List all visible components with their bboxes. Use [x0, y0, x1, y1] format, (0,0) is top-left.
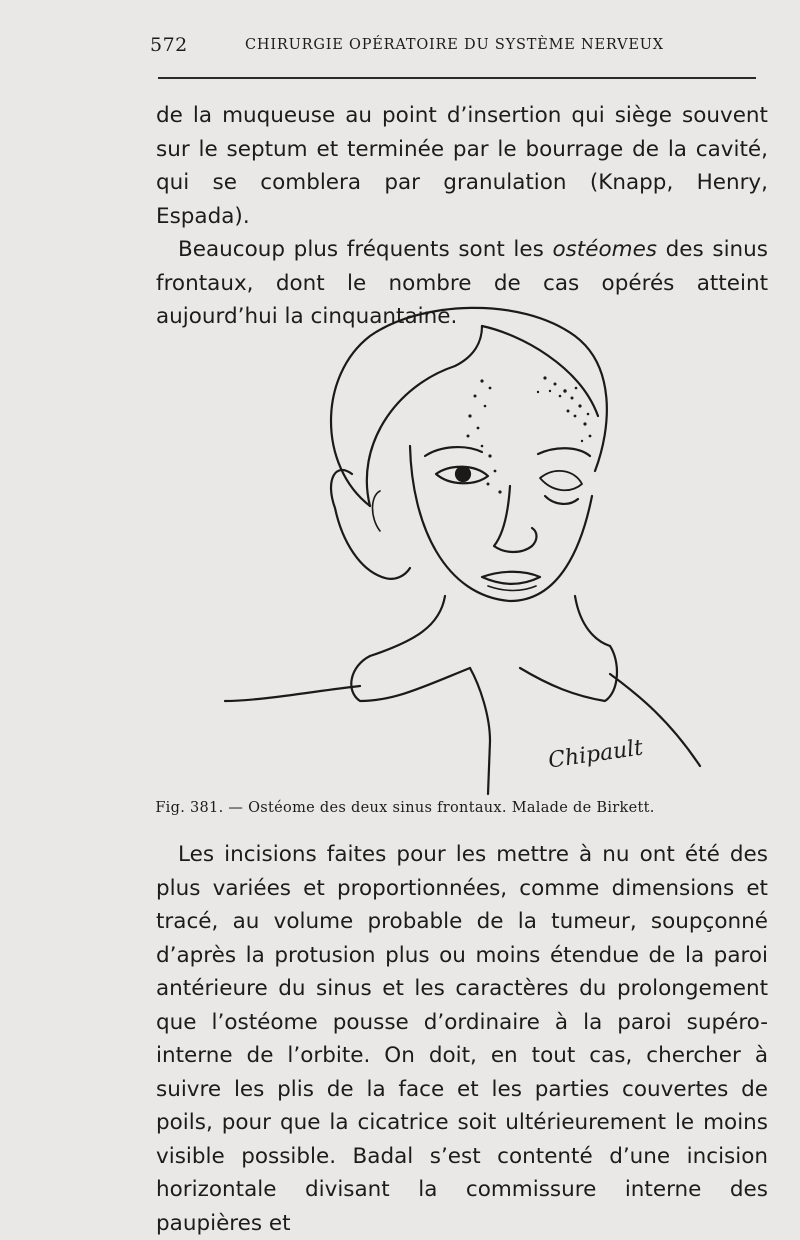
emphasis-osteomes: ostéomes: [552, 237, 657, 262]
running-head: CHIRURGIE OPÉRATOIRE DU SYSTÈME NERVEUX: [245, 37, 664, 53]
paragraph-2-end: des sinus frontaux, dont le nombre de cas opérés atteint aujourd’hui la cinquantaine.: [156, 237, 768, 329]
paragraph-incisions: Les incisions faites pour les mettre à nu ont été des plus variées et proportionnées, comme dimensions et tracé, au volume probable de la tumeur, soupçonné d’après la protusion plus ou moins étendue de la paroi antérieure du sinus et les caractères du prolongement que l’ostéome pousse d’ordinaire à la paroi supéro-interne de l’orbite. On doit, en tout cas, chercher à suivre les plis de la face et les parties couvertes de poils, pour que la cicatrice soit ultérieurement le moins visible possible. Badal s’est contenté d’une incision horizontale divisant la commissure interne des paupières et: [156, 842, 768, 1236]
figure-illustration: [220, 296, 720, 796]
text-block-bottom: [156, 838, 768, 1240]
page-number: 572: [150, 34, 188, 56]
header-rule: [158, 77, 756, 79]
paragraph-continued: de la muqueuse au point d’insertion qui siège souvent sur le septum et terminée par le bourrage de la cavité, qui se comblera par granulation (Knapp, Henry, Espada).: [156, 103, 768, 229]
figure-caption: Fig. 381. — Ostéome des deux sinus frontaux. Malade de Birkett.: [155, 800, 655, 816]
patient-drawing: [220, 296, 720, 796]
paragraph-2-start: Beaucoup plus fréquents sont les: [178, 237, 553, 262]
page-header: [150, 34, 760, 60]
artist-signature: Chipault: [546, 735, 645, 774]
